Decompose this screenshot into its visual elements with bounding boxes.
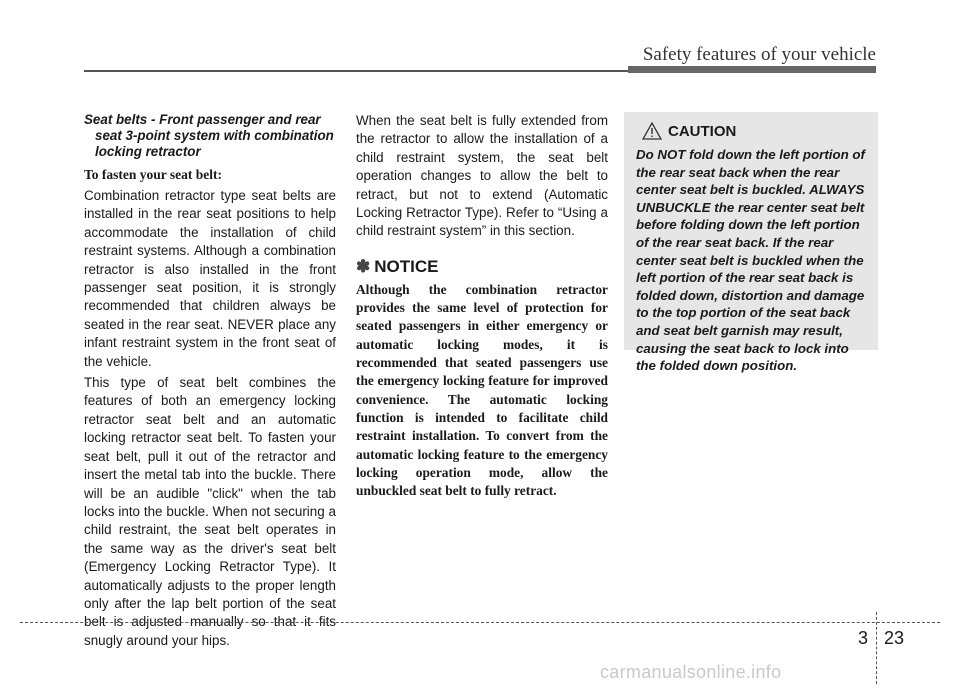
paragraph-1: Combination retractor type seat belts are installed in the rear seat positions to help accommodate the installation of child restraint systems. Although a combination retractor is also installed in the front passenger seat position, it is strongly recommended that children always be seated in the rear seat. NEVER place any infant restraint system in the front seat of the vehicle.	[84, 188, 336, 369]
subheading-line-3: locking retractor	[95, 144, 201, 159]
left-column	[84, 112, 336, 653]
section-subheading	[84, 112, 336, 160]
page-number: 23	[884, 628, 905, 648]
subheading-line-2: seat 3-point system with combination	[95, 128, 334, 143]
subheading-line-1: Seat belts - Front passenger and rear	[84, 112, 321, 127]
watermark: carmanualsonline.info	[600, 662, 782, 682]
header-rule-accent	[628, 66, 876, 73]
paragraph-2: This type of seat belt combines the features of both an emergency locking retractor seat belt and an automatic locking retractor seat belt. To fasten your seat belt, pull it out of the retractor and insert the metal tab into the buckle. There will be an audible "click" when the tab locks into the buckle. When not securing a child restraint, the seat belt operates in the same way as the driver's seat belt (Emergency Locking Retractor Type). It automatically adjusts to the proper length only after the lap belt portion of the seat belt is adjusted manually so that it fits snugly around your hips.	[84, 375, 336, 648]
caution-heading	[642, 122, 868, 140]
page-header-title: Safety features of your vehicle	[642, 44, 876, 65]
middle-column	[356, 112, 608, 500]
caution-box	[624, 112, 878, 374]
paragraph-3: When the seat belt is fully extended from the retractor to allow the installation of a child restraint system, the seat belt operation changes to allow the belt to retract, but not to extend (Automatic Locking Retractor Type). Refer to “Using a child restraint system” in this section.	[356, 113, 608, 239]
caution-title: CAUTION	[668, 122, 737, 140]
footer-rule	[20, 622, 940, 623]
notice-star-icon: ✽	[356, 256, 371, 276]
caution-text: Do NOT fold down the left portion of the rear seat back when the rear center seat belt is buckled. ALWAYS UNBUCKLE the rear center seat belt before folding down the left portion of the rear seat back. If the rear center seat belt is buckled when the left portion of the rear seat back is folded down, distortion and damage to the top portion of the seat back and seat belt garnish may result, causing the seat back to lock into the folded down position.	[636, 147, 865, 374]
to-fasten-heading: To fasten your seat belt:	[84, 167, 222, 182]
notice-heading	[356, 257, 608, 277]
notice-title: NOTICE	[374, 256, 439, 276]
notice-text: Although the combination retractor provides the same level of protection for seated passengers in either emergency or automatic locking modes, it is recommended that seated passengers use the emergency locking feature for improved convenience. The automatic locking function is intended to facilitate child restraint installation. To convert from the automatic locking feature to the emergency locking operation mode, allow the unbuckled seat belt to fully retract.	[356, 281, 608, 499]
chapter-number: 3	[858, 628, 869, 648]
warning-triangle-icon	[642, 122, 662, 140]
footer-divider	[876, 612, 877, 684]
